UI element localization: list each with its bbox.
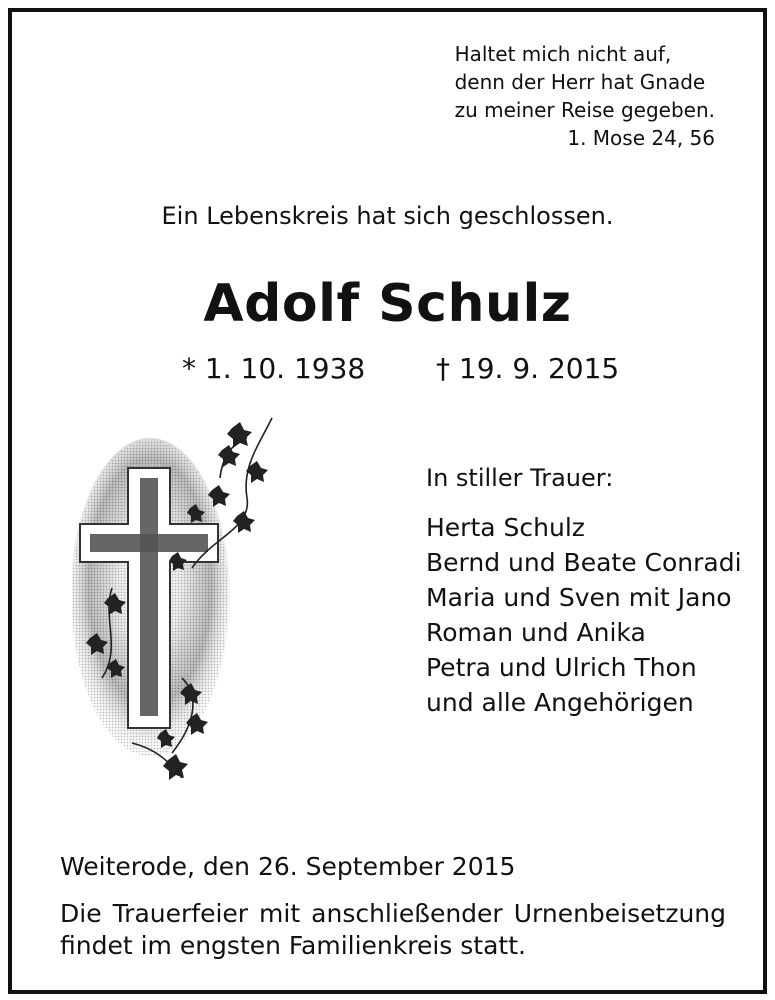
death-date: † 19. 9. 2015 <box>436 352 620 385</box>
mourning-heading: In stiller Trauer: <box>426 464 614 492</box>
deceased-name: Adolf Schulz <box>203 274 572 334</box>
mourner-name: Petra und Ulrich Thon <box>426 653 697 682</box>
intro-text: Ein Lebenskreis hat sich geschlossen. <box>161 202 614 230</box>
verse-line: zu meiner Reise gegeben. <box>454 98 715 122</box>
mourners-list <box>426 510 742 720</box>
mourner-name: Roman und Anika <box>426 618 646 647</box>
verse-reference: 1. Mose 24, 56 <box>567 126 715 150</box>
verse-line: Haltet mich nicht auf, <box>454 42 672 66</box>
mourner-name: Bernd und Beate Conradi <box>426 548 742 577</box>
birth-date: * 1. 10. 1938 <box>182 352 366 385</box>
mourner-name: und alle Angehörigen <box>426 688 694 717</box>
funeral-note: Die Trauerfeier mit anschließender Urnenbeisetzung findet im engsten Familienkreis statt. <box>60 899 726 960</box>
cross-with-ivy-icon <box>72 408 292 803</box>
obituary-notice <box>8 8 767 994</box>
bible-verse <box>455 40 715 152</box>
mourner-name: Maria und Sven mit Jano <box>426 583 732 612</box>
mourner-name: Herta Schulz <box>426 513 585 542</box>
place-and-date: Weiterode, den 26. September 2015 <box>60 852 516 881</box>
verse-line: denn der Herr hat Gnade <box>454 70 706 94</box>
